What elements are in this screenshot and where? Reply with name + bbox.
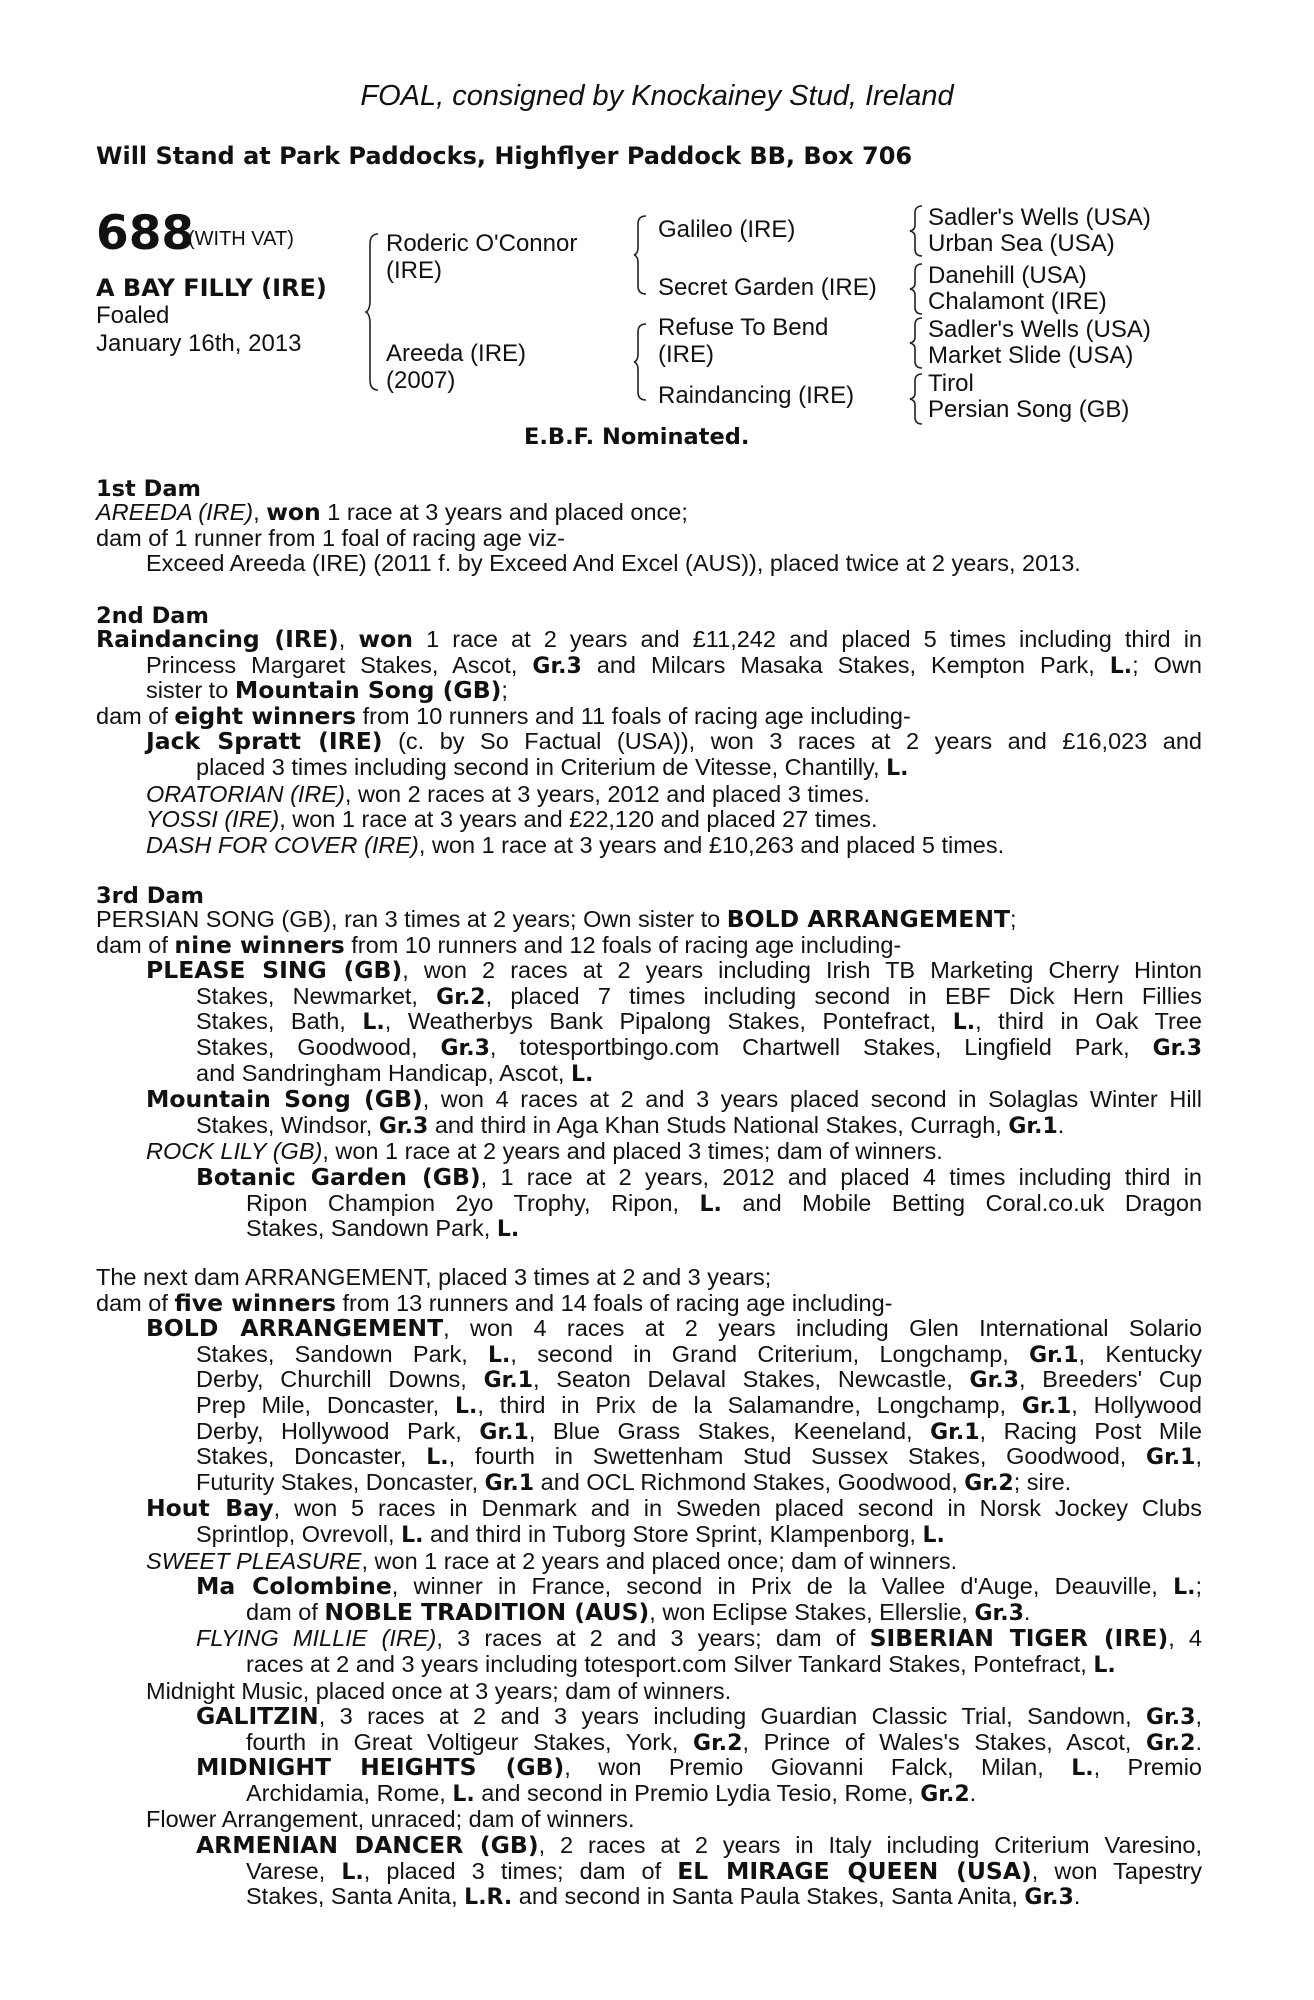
text-run: ORATORIAN (IRE) xyxy=(146,780,345,807)
text-run: , won Tapestry xyxy=(1031,1858,1202,1884)
text-run: , xyxy=(1195,1444,1202,1470)
text-run: YOSSI (IRE) xyxy=(146,806,280,833)
text-run: Raindancing (IRE) xyxy=(96,627,339,653)
nextdam-line xyxy=(96,1704,1202,1730)
text-run: L. xyxy=(922,1522,945,1548)
dam2-line xyxy=(96,701,1202,730)
text-run: L. xyxy=(455,1393,478,1419)
text-run: and third in Tuborg Store Sprint, Klampenborg, xyxy=(423,1520,923,1547)
text-run: . xyxy=(1073,1883,1081,1910)
text-run: BOLD ARRANGEMENT xyxy=(146,1316,444,1342)
pedigree-brace-gen1 xyxy=(366,232,380,392)
text-run: MIDNIGHT HEIGHTS (GB) xyxy=(196,1755,565,1781)
text-run: and second in Premio Lydia Tesio, Rome, xyxy=(474,1779,921,1806)
foaled-date: January 16th, 2013 xyxy=(96,330,302,357)
text-run: Mountain Song (GB) xyxy=(234,676,502,705)
text-run: Ripon Champion 2yo Trophy, Ripon, xyxy=(246,1190,700,1216)
next-dam-section xyxy=(96,1265,1202,1911)
text-run: , third in Prix de la Salamandre, Longchamp, xyxy=(477,1392,1022,1418)
page-title: FOAL, consigned by Knockainey Stud, Ireland xyxy=(360,80,954,112)
nextdam-line xyxy=(96,1393,1202,1419)
text-run: NOBLE TRADITION (AUS) xyxy=(324,1597,650,1626)
text-run: ; xyxy=(1010,906,1017,932)
text-run: L. xyxy=(1109,653,1133,679)
text-run: dam of 1 runner from 1 foal of racing age viz- xyxy=(96,524,565,551)
nextdam-line xyxy=(96,1626,1202,1652)
dam3-line xyxy=(96,1035,1202,1061)
pedigree-dss: Sadler's Wells (USA) xyxy=(928,316,1151,343)
text-run: , won 4 races at 2 years including Glen International Solario xyxy=(443,1316,1202,1342)
text-run: SIBERIAN TIGER (IRE) xyxy=(869,1626,1169,1652)
text-run: Botanic Garden (GB) xyxy=(196,1164,481,1191)
dam2-line xyxy=(96,729,1202,755)
text-run: Gr.1 xyxy=(930,1419,980,1445)
pedigree-ssd: Urban Sea (USA) xyxy=(928,230,1115,257)
text-run: BOLD ARRANGEMENT xyxy=(726,905,1011,933)
text-run: Sprintlop, Ovrevoll, xyxy=(196,1520,402,1547)
text-run: L. xyxy=(452,1781,475,1807)
text-run: , won 2 races at 2 years including Irish TB Marketing Cherry Hinton xyxy=(402,958,1202,984)
text-run: . xyxy=(1195,1729,1202,1755)
nextdam-line xyxy=(96,1288,1202,1317)
foaled-label: Foaled xyxy=(96,302,170,329)
dam3-line xyxy=(96,1113,1202,1140)
dam1-line xyxy=(96,551,1081,577)
text-run: Flower Arrangement, unraced; dam of winners. xyxy=(146,1806,635,1833)
text-run: L. xyxy=(426,1445,449,1470)
dam3-line xyxy=(96,1087,1202,1113)
nextdam-line xyxy=(96,1884,1202,1911)
pedigree-dam-dam: Raindancing (IRE) xyxy=(658,382,855,409)
text-run: L. xyxy=(886,755,909,781)
text-run: L. xyxy=(699,1191,722,1217)
text-run: , Racing Post Mile xyxy=(979,1418,1202,1444)
text-run: Gr.3 xyxy=(1024,1885,1074,1911)
text-run: L. xyxy=(1093,1652,1116,1678)
nextdam-line xyxy=(96,1597,1202,1627)
text-run: ; Own xyxy=(1132,652,1202,678)
nextdam-line xyxy=(96,1679,1202,1705)
pedigree-sire-dam: Secret Garden (IRE) xyxy=(658,274,877,301)
pedigree-sds: Danehill (USA) xyxy=(928,262,1087,289)
dam3-line xyxy=(96,958,1202,984)
text-run: fourth in Great Voltigeur Stakes, York, xyxy=(246,1729,694,1755)
text-run: Stakes, Sandown Park, xyxy=(196,1341,489,1367)
text-run: Gr.2 xyxy=(964,1470,1014,1496)
text-run: placed 3 times including second in Criterium de Vitesse, Chantilly, xyxy=(196,753,887,780)
text-run: and Sandringham Handicap, Ascot, xyxy=(196,1059,571,1086)
dam3-line xyxy=(96,1061,1202,1088)
text-run: 1 race at 2 years and £11,242 and placed 5 times including third in xyxy=(413,627,1202,652)
pedigree-dam-sire: Refuse To Bend (IRE) xyxy=(658,314,829,368)
dam2-line xyxy=(96,807,1202,833)
text-run: Exceed Areeda (IRE) (2011 f. by Exceed And Excel (AUS)), placed twice at 2 years, 2013. xyxy=(146,550,1081,577)
dam2-section xyxy=(96,627,1202,858)
text-run: dam of xyxy=(246,1598,325,1625)
nextdam-line xyxy=(96,1316,1202,1342)
text-run: L.R. xyxy=(464,1885,513,1911)
pedigree-brace-dd xyxy=(910,372,924,426)
text-run: , Prince of Wales's Stakes, Ascot, xyxy=(742,1729,1147,1755)
nextdam-line xyxy=(96,1496,1202,1522)
text-run: , xyxy=(253,499,267,525)
text-run: . xyxy=(1023,1598,1031,1625)
dam3-line xyxy=(96,1009,1202,1035)
text-run: . xyxy=(969,1779,977,1806)
lot-number: 688 xyxy=(96,206,195,261)
text-run: , 3 races at 2 and 3 years including Guardian Classic Trial, Sandown, xyxy=(318,1704,1147,1730)
text-run: from 13 runners and 14 foals of racing age including- xyxy=(335,1289,893,1316)
nextdam-line xyxy=(96,1470,1202,1497)
text-run: ; sire. xyxy=(1013,1468,1072,1495)
text-run: , second in Grand Criterium, Longchamp, xyxy=(510,1341,1030,1367)
text-run: Gr.1 xyxy=(1029,1342,1079,1368)
text-run: Varese, xyxy=(246,1858,342,1884)
pedigree-sire: Roderic O'Connor (IRE) xyxy=(386,230,578,284)
text-run: won xyxy=(266,498,321,526)
text-run: Gr.3 xyxy=(1152,1035,1202,1061)
text-run: Archidamia, Rome, xyxy=(246,1779,453,1806)
text-run: and Milcars Masaka Stakes, Kempton Park, xyxy=(581,652,1110,678)
text-run: L. xyxy=(401,1522,424,1548)
text-run: ROCK LILY (GB) xyxy=(146,1138,323,1165)
horse-name: A BAY FILLY (IRE) xyxy=(96,274,327,302)
text-run: , won Premio Giovanni Falck, Milan, xyxy=(564,1755,1072,1781)
text-run: dam of xyxy=(96,1289,175,1316)
text-run: Gr.3 xyxy=(1146,1705,1196,1730)
text-run: Gr.3 xyxy=(440,1035,490,1061)
text-run: , 4 xyxy=(1168,1626,1202,1652)
text-run: L. xyxy=(1173,1575,1196,1600)
text-run: Stakes, Doncaster, xyxy=(196,1444,427,1470)
text-run: AREEDA (IRE) xyxy=(96,499,254,525)
text-run: Gr.1 xyxy=(1021,1393,1072,1419)
dam2-line xyxy=(96,627,1202,653)
dam3-line xyxy=(96,930,1202,959)
text-run: Gr.3 xyxy=(378,1113,429,1139)
text-run: L. xyxy=(362,1010,385,1035)
text-run: nine winners xyxy=(174,930,345,959)
nextdam-line xyxy=(96,1755,1202,1781)
text-run: , won 1 race at 2 years and placed once; dam of winners. xyxy=(361,1547,958,1574)
nextdam-line xyxy=(96,1730,1202,1756)
nextdam-line xyxy=(96,1367,1202,1393)
text-run: , Premio xyxy=(1093,1755,1202,1781)
text-run: Gr.2 xyxy=(436,984,486,1010)
text-run: Ma Colombine xyxy=(196,1574,392,1600)
text-run: (c. by So Factual (USA)), won 3 races at 2 years and £16,023 and xyxy=(382,729,1202,755)
text-run: The next dam ARRANGEMENT, placed 3 times at 2 and 3 years; xyxy=(96,1264,772,1290)
text-run: Gr.3 xyxy=(532,653,582,679)
dam3-line xyxy=(96,1216,1202,1243)
text-run: and OCL Richmond Stakes, Goodwood, xyxy=(534,1468,965,1495)
nextdam-line xyxy=(96,1652,1202,1679)
text-run: PERSIAN SONG (GB), ran 3 times at 2 years; Own sister to xyxy=(96,906,727,932)
text-run: Gr.1 xyxy=(1008,1113,1058,1139)
text-run: ; xyxy=(1195,1574,1202,1600)
nextdam-line xyxy=(96,1833,1202,1859)
text-run: , won 2 races at 3 years, 2012 and placed 3 times. xyxy=(344,780,871,807)
nextdam-line xyxy=(96,1574,1202,1600)
pedigree-brace-ds xyxy=(910,316,924,370)
dam3-section xyxy=(96,907,1202,1243)
text-run: Gr.1 xyxy=(1146,1445,1196,1470)
text-run: Prep Mile, Doncaster, xyxy=(196,1392,455,1418)
dam1-section xyxy=(96,500,1081,577)
nextdam-line xyxy=(96,1522,1202,1549)
text-run: five winners xyxy=(174,1288,336,1317)
nextdam-line xyxy=(96,1444,1202,1470)
text-run: , Seaton Delaval Stakes, Newcastle, xyxy=(533,1367,970,1393)
text-run: , Hollywood xyxy=(1071,1392,1202,1418)
text-run: , Blue Grass Stakes, Keeneland, xyxy=(528,1418,931,1444)
text-run: Gr.2 xyxy=(693,1730,743,1756)
text-run: , xyxy=(338,627,359,652)
text-run: PLEASE SING (GB) xyxy=(146,958,403,984)
text-run: dam of xyxy=(96,931,175,958)
text-run: , 3 races at 2 and 3 years; dam of xyxy=(436,1626,870,1652)
text-run: , third in Oak Tree xyxy=(975,1009,1202,1035)
text-run: Stakes, Goodwood, xyxy=(196,1034,441,1060)
pedigree-dsd: Market Slide (USA) xyxy=(928,342,1134,369)
pedigree-brace-ss xyxy=(910,204,924,258)
text-run: L. xyxy=(570,1061,594,1087)
text-run: FLYING MILLIE (IRE) xyxy=(196,1626,437,1652)
text-run: , fourth in Swettenham Stud Sussex Stakes, Goodwood, xyxy=(448,1444,1147,1470)
nextdam-line xyxy=(96,1549,1202,1575)
text-run: GALITZIN xyxy=(196,1704,319,1730)
text-run: ARMENIAN DANCER (GB) xyxy=(196,1833,539,1859)
text-run: , winner in France, second in Prix de la Vallee d'Auge, Deauville, xyxy=(391,1574,1174,1600)
text-run: Derby, Churchill Downs, xyxy=(196,1367,484,1393)
text-run: SWEET PLEASURE xyxy=(146,1547,362,1574)
text-run: from 10 runners and 11 foals of racing age including- xyxy=(356,702,911,729)
ebf-nomination: E.B.F. Nominated. xyxy=(524,424,750,450)
dam3-line xyxy=(96,907,1202,933)
text-run: Midnight Music, placed once at 3 years; dam of winners. xyxy=(146,1677,732,1704)
dam1-title: 1st Dam xyxy=(96,476,201,502)
text-run: , won 1 race at 3 years and £22,120 and placed 27 times. xyxy=(279,806,878,833)
text-run: Gr.3 xyxy=(969,1368,1019,1393)
text-run: L. xyxy=(341,1859,364,1885)
text-run: L. xyxy=(488,1342,511,1368)
pedigree-dam: Areeda (IRE) (2007) xyxy=(386,340,527,394)
text-run: Gr.1 xyxy=(484,1470,535,1496)
text-run: , won 5 races in Denmark and in Sweden placed second in Norsk Jockey Clubs xyxy=(273,1496,1202,1522)
dam2-line xyxy=(96,653,1202,679)
text-run: eight winners xyxy=(174,701,357,730)
text-run: Gr.3 xyxy=(974,1600,1024,1626)
dam3-line xyxy=(96,984,1202,1010)
pedigree-sdd: Chalamont (IRE) xyxy=(928,288,1107,315)
text-run: , placed 3 times; dam of xyxy=(363,1858,678,1884)
text-run: Futurity Stakes, Doncaster, xyxy=(196,1468,485,1495)
dam2-line xyxy=(96,678,1202,704)
dam2-line xyxy=(96,833,1202,859)
text-run: from 10 runners and 12 foals of racing age including- xyxy=(344,931,902,958)
text-run: races at 2 and 3 years including totesport.com Silver Tankard Stakes, Pontefract, xyxy=(246,1650,1094,1677)
text-run: , won 1 race at 2 years and placed 3 times; dam of winners. xyxy=(322,1138,943,1165)
text-run: , xyxy=(1195,1704,1202,1730)
text-run: Derby, Hollywood Park, xyxy=(196,1418,480,1444)
nextdam-line xyxy=(96,1859,1202,1885)
text-run: Stakes, Santa Anita, xyxy=(246,1883,465,1910)
text-run: , 1 race at 2 years, 2012 and placed 4 times including third in xyxy=(480,1164,1202,1190)
text-run: . xyxy=(1057,1111,1065,1138)
pedigree-sire-sire: Galileo (IRE) xyxy=(658,216,796,243)
text-run: Jack Spratt (IRE) xyxy=(146,729,383,755)
text-run: Mountain Song (GB) xyxy=(146,1087,423,1113)
text-run: dam of xyxy=(96,702,175,729)
dam3-line xyxy=(96,1139,1202,1165)
text-run: Stakes, Bath, xyxy=(196,1009,363,1035)
vat-note: (WITH VAT) xyxy=(188,228,294,250)
text-run: , Kentucky xyxy=(1078,1341,1202,1367)
pedigree-brace-sire xyxy=(634,214,648,296)
text-run: L. xyxy=(496,1217,520,1243)
text-run: Gr.1 xyxy=(479,1419,529,1445)
dam2-line xyxy=(96,782,1202,808)
text-run: sister to xyxy=(146,677,235,704)
pedigree-ddd: Persian Song (GB) xyxy=(928,396,1130,423)
nextdam-line xyxy=(96,1807,1202,1833)
nextdam-line xyxy=(96,1342,1202,1368)
text-run: L. xyxy=(1071,1756,1094,1781)
text-run: , won 4 races at 2 and 3 years placed second in Solaglas Winter Hill xyxy=(422,1087,1202,1113)
text-run: Hout Bay xyxy=(146,1496,274,1522)
text-run: , totesportbingo.com Chartwell Stakes, Lingfield Park, xyxy=(489,1034,1153,1060)
pedigree-brace-sd xyxy=(910,262,924,316)
text-run: DASH FOR COVER (IRE) xyxy=(146,831,419,858)
text-run: , 2 races at 2 years in Italy including Criterium Varesino, xyxy=(538,1833,1202,1859)
dam1-line xyxy=(96,526,1081,552)
text-run: , placed 7 times including second in EBF Dick Hern Fillies xyxy=(485,983,1202,1009)
text-run: won xyxy=(358,627,414,653)
text-run: and Mobile Betting Coral.co.uk Dragon xyxy=(721,1190,1202,1216)
dam3-line xyxy=(96,1191,1202,1217)
nextdam-line xyxy=(96,1265,1202,1291)
text-run: Stakes, Windsor, xyxy=(196,1111,379,1138)
text-run: Gr.2 xyxy=(920,1781,970,1807)
dam1-line xyxy=(96,500,1081,526)
text-run: L. xyxy=(952,1010,976,1035)
nextdam-line xyxy=(96,1419,1202,1445)
dam2-title: 2nd Dam xyxy=(96,603,209,629)
dam2-line xyxy=(96,755,1202,782)
pedigree-sss: Sadler's Wells (USA) xyxy=(928,204,1151,231)
text-run: , won 1 race at 3 years and £10,263 and placed 5 times. xyxy=(418,831,1005,858)
text-run: Stakes, Sandown Park, xyxy=(246,1215,497,1242)
text-run: Princess Margaret Stakes, Ascot, xyxy=(146,652,533,678)
text-run: 1 race at 3 years and placed once; xyxy=(320,499,688,525)
text-run: and second in Santa Paula Stakes, Santa Anita, xyxy=(512,1883,1025,1910)
text-run: EL MIRAGE QUEEN (USA) xyxy=(677,1858,1032,1885)
text-run: , Breeders' Cup xyxy=(1018,1367,1202,1393)
text-run: Gr.2 xyxy=(1146,1730,1196,1756)
text-run: Stakes, Newmarket, xyxy=(196,983,437,1009)
text-run: ; xyxy=(501,677,508,704)
stand-location: Will Stand at Park Paddocks, Highflyer Paddock BB, Box 706 xyxy=(96,142,913,170)
text-run: Gr.1 xyxy=(483,1368,533,1393)
dam3-line xyxy=(96,1165,1202,1191)
dam3-title: 3rd Dam xyxy=(96,883,204,909)
pedigree-brace-dam xyxy=(634,322,648,402)
pedigree-dds: Tirol xyxy=(928,370,974,397)
text-run: , Weatherbys Bank Pipalong Stakes, Pontefract, xyxy=(384,1009,953,1035)
text-run: , won Eclipse Stakes, Ellerslie, xyxy=(649,1598,975,1625)
nextdam-line xyxy=(96,1781,1202,1808)
text-run: and third in Aga Khan Studs National Stakes, Curragh, xyxy=(428,1111,1009,1138)
